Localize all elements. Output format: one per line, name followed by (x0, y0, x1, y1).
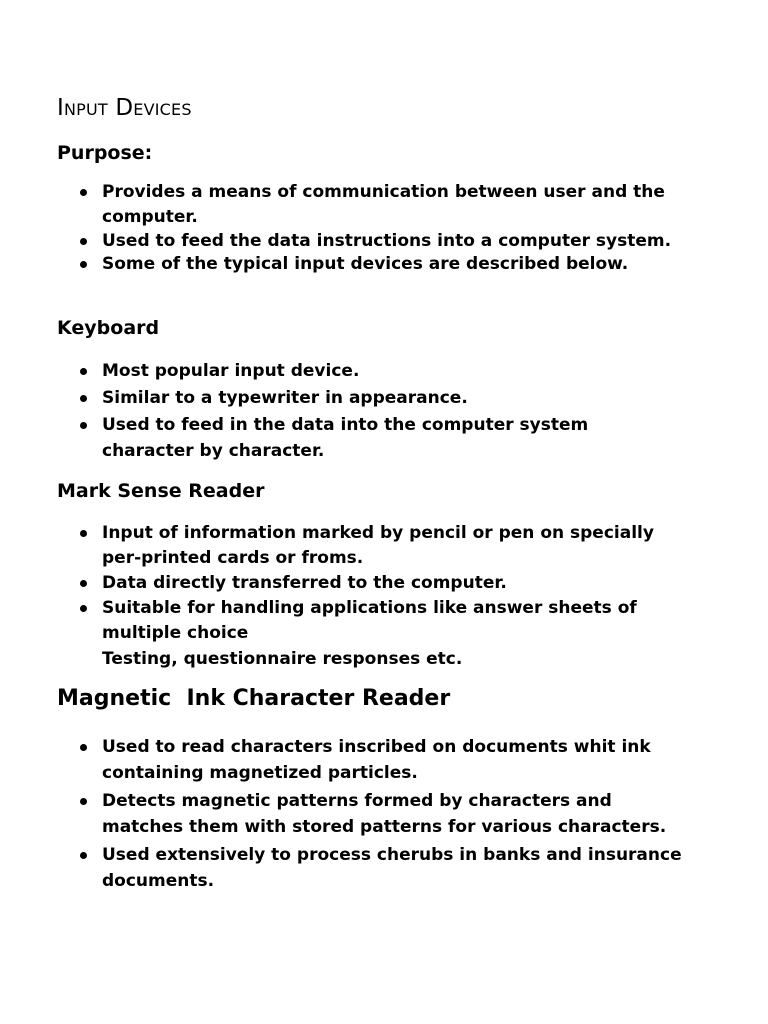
mark-sense-reader-list (0, 521, 682, 646)
list-item: Similar to a typewriter in appearance. (0, 385, 682, 411)
list-item: Used to feed the data instructions into a computer system. (0, 229, 682, 254)
bullet-icon (80, 580, 87, 587)
list-item: Used to read characters inscribed on documents whit ink containing magnetized particles. (0, 734, 682, 786)
bullet-icon (80, 798, 87, 805)
list-item: Most popular input device. (0, 358, 682, 384)
keyboard-list (0, 358, 682, 465)
bullet-icon (80, 852, 87, 859)
list-item: Provides a means of communication between user and the computer. (0, 180, 682, 230)
page-title: Input Devices (57, 95, 192, 121)
list-item: Used extensively to process cherubs in banks and insurance documents. (0, 842, 682, 894)
bullet-icon (80, 395, 87, 402)
bullet-icon (80, 530, 87, 537)
bullet-icon (80, 368, 87, 375)
bullet-icon (80, 189, 87, 196)
bullet-icon (80, 261, 87, 268)
section-heading-keyboard: Keyboard (57, 317, 160, 339)
micr-list (0, 734, 682, 895)
list-item: Input of information marked by pencil or pen on specially per-printed cards or froms. (0, 521, 682, 571)
list-item: Detects magnetic patterns formed by characters and matches them with stored patterns for various characters. (0, 788, 682, 840)
list-item: Some of the typical input devices are described below. (0, 252, 682, 277)
continuation-text: Testing, questionnaire responses etc. (102, 649, 463, 669)
section-heading-purpose: Purpose: (57, 142, 153, 164)
section-heading-magnetic-ink-character-reader: Magnetic Ink Character Reader (57, 686, 451, 711)
list-item: Used to feed in the data into the computer system character by character. (0, 412, 682, 464)
purpose-list (0, 180, 682, 277)
section-heading-mark-sense-reader: Mark Sense Reader (57, 480, 265, 502)
bullet-icon (80, 238, 87, 245)
bullet-icon (80, 605, 87, 612)
bullet-icon (80, 744, 87, 751)
list-item: Suitable for handling applications like answer sheets of multiple choice (0, 596, 682, 646)
list-item: Data directly transferred to the computer. (0, 571, 682, 596)
bullet-icon (80, 422, 87, 429)
